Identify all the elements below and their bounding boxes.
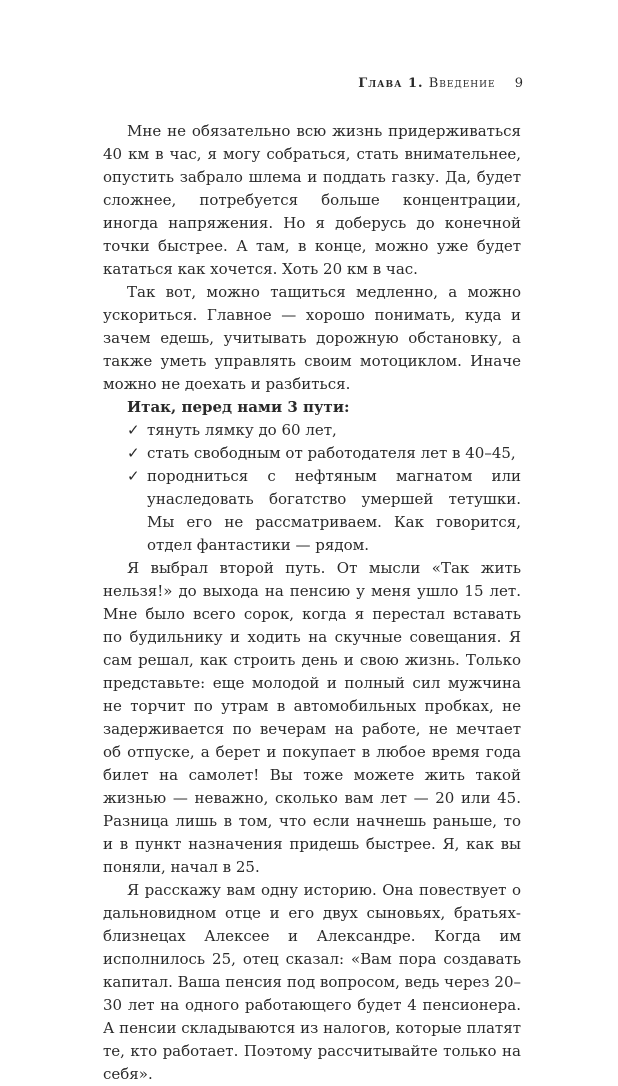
checkmark-icon: ✓: [127, 444, 140, 462]
running-header: [358, 76, 524, 91]
list-item: [127, 419, 521, 442]
section-title: Введение: [428, 76, 496, 91]
body-text: [103, 120, 521, 1086]
list-item-text: тянуть лямку до 60 лет,: [147, 421, 337, 439]
chapter-label: Глава 1.: [358, 76, 424, 91]
page-number: 9: [514, 76, 524, 91]
list-item-text: породниться с нефтяным магнатом или унаследовать богатство умершей тетушки. Мы его не рассматриваем. Как говорится, отдел фантастики — рядом.: [147, 467, 521, 554]
list-item-text: стать свободным от работодателя лет в 40–45,: [147, 444, 516, 462]
checkmark-icon: ✓: [127, 467, 140, 485]
list-heading: Итак, перед нами 3 пути:: [127, 398, 350, 416]
list-item: [127, 465, 521, 557]
paths-list: [103, 419, 521, 557]
checkmark-icon: ✓: [127, 421, 140, 439]
paragraph-2: Так вот, можно тащиться медленно, а можно ускориться. Главное — хорошо понимать, куда и зачем едешь, учитывать дорожную обстановку, а также уметь управлять своим мотоциклом. Иначе можно не доехать и разбиться.: [103, 283, 521, 393]
list-item: [127, 442, 521, 465]
paragraph-3: Я выбрал второй путь. От мысли «Так жить нельзя!» до выхода на пенсию у меня ушло 15 лет. Мне было всего сорок, когда я перестал вставать по будильнику и ходить на скучные совещания. Я сам решал, как строить день и свою жизнь. Только представьте: еще молодой и полный сил мужчина не торчит по утрам в автомобильных пробках, не задерживается по вечерам на работе, не мечтает об отпуске, а берет и покупает в любое время года билет на самолет! Вы тоже можете жить такой жизнью — неважно, сколько вам лет — 20 или 45. Разница лишь в том, что если начнешь раньше, то и в пункт назначения придешь быстрее. Я, как вы поняли, начал в 25.: [103, 559, 521, 876]
paragraph-4: Я расскажу вам одну историю. Она повествует о дальновидном отце и его двух сыновьях, братьях-близнецах Алексее и Александре. Когда им исполнилось 25, отец сказал: «Вам пора создавать капитал. Ваша пенсия под вопросом, ведь через 20–30 лет на одного работающего будет 4 пенсионера. А пенсии складываются из налогов, которые платят те, кто работает. Поэтому рассчитывайте только на себя».: [103, 881, 521, 1083]
paragraph-1: Мне не обязательно всю жизнь придерживаться 40 км в час, я могу собраться, стать внимательнее, опустить забрало шлема и поддать газку. Да, будет сложнее, потребуется больше концентрации, иногда напряжения. Но я доберусь до конечной точки быстрее. А там, в конце, можно уже будет кататься как хочется. Хоть 20 км в час.: [103, 122, 521, 278]
